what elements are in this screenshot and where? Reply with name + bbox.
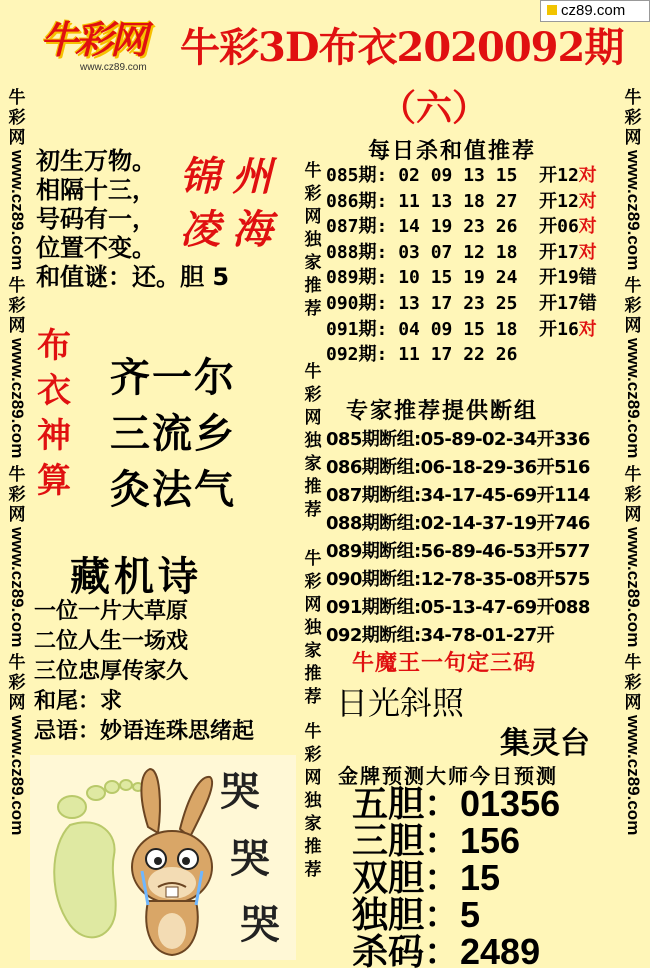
badge-square-icon bbox=[547, 5, 557, 15]
sum-row-mark: 对 bbox=[578, 216, 597, 238]
mid-char: 牛 bbox=[304, 722, 322, 742]
city-line-1: 锦州 bbox=[180, 153, 284, 200]
side-char: 网 bbox=[624, 128, 642, 148]
mid-char: 荐 bbox=[304, 299, 322, 319]
mid-spacer bbox=[302, 709, 324, 721]
side-block bbox=[620, 88, 646, 270]
pick-label: 独胆： bbox=[352, 895, 461, 936]
mid-char: 彩 bbox=[304, 385, 322, 405]
pick-value: 15 bbox=[460, 857, 501, 898]
buyi-vertical bbox=[34, 324, 74, 504]
group-section-title: 专家推荐提供断组 bbox=[346, 399, 539, 424]
phrase-line: 齐一尔 bbox=[110, 355, 236, 401]
side-char: 网 bbox=[624, 316, 642, 337]
side-char: 牛 bbox=[8, 464, 26, 485]
mid-char: 推 bbox=[304, 276, 322, 296]
pick-row bbox=[352, 931, 560, 968]
side-block bbox=[620, 276, 646, 458]
sum-row-mark: 错 bbox=[578, 292, 597, 314]
riddle-line: 相隔十三， bbox=[36, 176, 156, 204]
riddle-line: 位置不变。 bbox=[36, 234, 156, 262]
group-row: 086期断组:06-18-29-36开516 bbox=[326, 457, 590, 478]
side-url: www.cz89.com bbox=[8, 526, 27, 647]
mid-char: 家 bbox=[304, 253, 322, 273]
sum-row bbox=[326, 240, 597, 266]
phrases-block bbox=[110, 350, 236, 518]
group-row: 087期断组:34-17-45-69开114 bbox=[326, 485, 590, 506]
sum-section-title: 每日杀和值推荐 bbox=[368, 139, 537, 164]
side-char: 彩 bbox=[8, 672, 26, 693]
side-char: 彩 bbox=[8, 484, 26, 505]
niumo-heading: 牛魔王一句定三码 bbox=[352, 651, 537, 676]
master-title: 金牌预测大师今日预测 bbox=[338, 764, 558, 788]
sum-row-result: 开17 bbox=[539, 292, 579, 314]
riddle-line: 号码有一， bbox=[36, 205, 156, 233]
side-char: 网 bbox=[8, 128, 26, 148]
riddle-line: 初生万物。 bbox=[36, 147, 156, 175]
logo bbox=[40, 18, 190, 80]
sun-text: 日光斜照 bbox=[336, 684, 465, 722]
mid-char: 网 bbox=[304, 768, 322, 788]
side-char: 牛 bbox=[624, 276, 642, 297]
mid-char: 彩 bbox=[304, 184, 322, 204]
mid-char: 网 bbox=[304, 408, 322, 428]
sum-row-mark: 对 bbox=[578, 165, 597, 186]
side-char: 牛 bbox=[8, 88, 26, 108]
sum-row-mark: 对 bbox=[578, 318, 597, 340]
poem-block bbox=[34, 597, 254, 747]
cartoon-picture bbox=[30, 755, 296, 960]
phrase-line: 三流乡 bbox=[110, 411, 236, 457]
side-char: 牛 bbox=[8, 652, 26, 673]
mid-char: 彩 bbox=[304, 572, 322, 592]
mid-char: 荐 bbox=[304, 860, 322, 880]
page-subtitle: （六） bbox=[380, 87, 489, 129]
side-char: 网 bbox=[624, 504, 642, 525]
mid-char: 荐 bbox=[304, 687, 322, 707]
side-url: www.cz89.com bbox=[8, 338, 27, 459]
sum-rows bbox=[326, 163, 597, 368]
side-char: 网 bbox=[8, 692, 26, 713]
pick-value: 01356 bbox=[460, 783, 561, 824]
mid-char: 独 bbox=[304, 618, 322, 638]
side-char: 彩 bbox=[624, 296, 642, 317]
sum-row-period: 088期: bbox=[326, 241, 388, 263]
sum-row-period: 085期: bbox=[326, 165, 388, 186]
pick-row bbox=[352, 783, 561, 825]
riddle-line: 和值谜：还。胆 5 bbox=[36, 263, 230, 291]
side-url: www.cz89.com bbox=[624, 526, 643, 647]
sum-row-period: 089期: bbox=[326, 267, 388, 289]
side-block bbox=[620, 653, 646, 835]
sum-row-numbers: 11 17 22 26 bbox=[398, 344, 518, 366]
sum-row-result: 开19 bbox=[539, 267, 579, 289]
mid-char: 推 bbox=[304, 477, 322, 497]
side-char: 彩 bbox=[624, 484, 642, 505]
sum-row-numbers: 13 17 23 25 bbox=[398, 292, 518, 314]
sum-row bbox=[326, 189, 597, 215]
sum-row-numbers: 04 09 15 18 bbox=[398, 318, 518, 340]
footprint-icon bbox=[54, 780, 143, 937]
pick-value: 2489 bbox=[460, 931, 541, 968]
side-char: 彩 bbox=[624, 108, 642, 128]
stage-text: 集灵台 bbox=[500, 726, 590, 761]
pick-label: 双胆： bbox=[352, 858, 461, 899]
pick-value: 156 bbox=[460, 820, 521, 861]
sum-row-result: 开12 bbox=[539, 165, 579, 186]
mid-char: 牛 bbox=[304, 161, 322, 181]
mid-char: 独 bbox=[304, 230, 322, 250]
side-column-right bbox=[620, 88, 646, 841]
pick-label: 五胆： bbox=[352, 784, 461, 825]
pick-value: 5 bbox=[460, 894, 481, 935]
pick-row bbox=[352, 894, 560, 936]
poem-line: 一位一片大草原 bbox=[34, 599, 189, 624]
logo-url: www.cz89.com bbox=[80, 62, 147, 73]
mid-char: 推 bbox=[304, 664, 322, 684]
poem-title: 藏机诗 bbox=[70, 554, 202, 600]
poem-line: 三位忠厚传家久 bbox=[34, 659, 189, 684]
sum-row-period: 092期: bbox=[326, 344, 388, 366]
city-line-2: 凌海 bbox=[180, 206, 284, 253]
side-url: www.cz89.com bbox=[624, 150, 643, 271]
sum-row bbox=[326, 317, 597, 343]
side-char: 网 bbox=[624, 692, 642, 713]
mid-char: 家 bbox=[304, 814, 322, 834]
mid-char: 网 bbox=[304, 595, 322, 615]
group-row: 092期断组:34-78-01-27开 bbox=[326, 625, 554, 646]
poem-line: 二位人生一场戏 bbox=[34, 629, 189, 654]
side-char: 牛 bbox=[624, 88, 642, 108]
sum-row-result: 开16 bbox=[539, 318, 579, 340]
mid-spacer bbox=[302, 321, 324, 361]
group-rows bbox=[326, 426, 590, 650]
sum-row bbox=[326, 265, 597, 291]
sum-row-mark: 对 bbox=[578, 190, 597, 212]
mid-block bbox=[302, 160, 324, 321]
side-url: www.cz89.com bbox=[8, 150, 27, 271]
site-badge-text: cz89.com bbox=[561, 2, 626, 19]
side-char: 网 bbox=[8, 504, 26, 525]
sum-row-period: 091期: bbox=[326, 318, 388, 340]
sum-row-numbers: 11 13 18 27 bbox=[398, 190, 518, 212]
mid-char: 家 bbox=[304, 641, 322, 661]
mid-char: 家 bbox=[304, 454, 322, 474]
mid-char: 荐 bbox=[304, 500, 322, 520]
side-char: 牛 bbox=[624, 464, 642, 485]
buyi-char: 衣 bbox=[37, 371, 71, 411]
buyi-char: 算 bbox=[37, 461, 71, 501]
side-url: www.cz89.com bbox=[624, 714, 643, 836]
rabbit-icon bbox=[132, 769, 212, 955]
sum-row-numbers: 02 09 13 15 bbox=[398, 165, 518, 186]
sum-row-mark: 对 bbox=[578, 241, 597, 263]
pick-row bbox=[352, 857, 560, 899]
mid-char: 彩 bbox=[304, 745, 322, 765]
phrase-line: 灸法气 bbox=[110, 467, 236, 513]
side-block bbox=[4, 88, 30, 270]
side-char: 牛 bbox=[624, 652, 642, 673]
side-url: www.cz89.com bbox=[8, 714, 27, 836]
mid-char: 独 bbox=[304, 791, 322, 811]
buyi-char: 神 bbox=[37, 416, 71, 456]
side-char: 牛 bbox=[8, 276, 26, 297]
side-url: www.cz89.com bbox=[624, 338, 643, 459]
page-title: 牛彩3D布衣2020092期 bbox=[180, 24, 624, 71]
mid-block bbox=[302, 361, 324, 522]
cry-char: 哭 bbox=[240, 901, 280, 948]
side-block bbox=[4, 465, 30, 647]
mid-block bbox=[302, 548, 324, 709]
poem-line: 和尾：求 bbox=[34, 689, 123, 714]
sum-row-period: 090期: bbox=[326, 292, 388, 314]
group-row: 091期断组:05-13-47-69开088 bbox=[326, 597, 590, 618]
pick-row bbox=[352, 820, 560, 862]
mid-char: 牛 bbox=[304, 362, 322, 382]
sum-row-result: 开06 bbox=[539, 216, 579, 238]
sum-row-numbers: 03 07 12 18 bbox=[398, 241, 518, 263]
sum-row-period: 087期: bbox=[326, 216, 388, 238]
side-block bbox=[4, 276, 30, 458]
picks-block bbox=[352, 783, 561, 968]
cry-char: 哭 bbox=[230, 835, 270, 882]
pick-label: 三胆： bbox=[352, 821, 461, 862]
middle-column bbox=[302, 160, 324, 882]
side-char: 网 bbox=[8, 316, 26, 337]
sum-row bbox=[326, 214, 597, 240]
side-block bbox=[620, 465, 646, 647]
sum-row-period: 086期: bbox=[326, 190, 388, 212]
group-row: 088期断组:02-14-37-19开746 bbox=[326, 513, 590, 534]
sum-row-result: 开12 bbox=[539, 190, 579, 212]
sum-row bbox=[326, 291, 597, 317]
mid-char: 独 bbox=[304, 431, 322, 451]
side-block bbox=[4, 653, 30, 835]
sum-row-numbers: 10 15 19 24 bbox=[398, 267, 518, 289]
sum-row-mark: 错 bbox=[578, 267, 597, 289]
group-row: 085期断组:05-89-02-34开336 bbox=[326, 429, 590, 450]
sum-row bbox=[326, 342, 597, 368]
buyi-char: 布 bbox=[37, 326, 71, 366]
mid-char: 推 bbox=[304, 837, 322, 857]
logo-text: 牛彩网 bbox=[40, 18, 146, 62]
mid-spacer bbox=[302, 522, 324, 548]
poem-line: 忌语：妙语连珠思绪起 bbox=[34, 719, 255, 744]
side-char: 彩 bbox=[8, 108, 26, 128]
side-column-left bbox=[4, 88, 30, 841]
sum-row bbox=[326, 163, 597, 189]
pick-label: 杀码： bbox=[352, 932, 461, 968]
group-row: 089期断组:56-89-46-53开577 bbox=[326, 541, 590, 562]
side-char: 彩 bbox=[8, 296, 26, 317]
sum-row-result: 开17 bbox=[539, 241, 579, 263]
cry-char: 哭 bbox=[220, 768, 260, 815]
mid-block bbox=[302, 721, 324, 882]
sum-row-numbers: 14 19 23 26 bbox=[398, 216, 518, 238]
mid-char: 牛 bbox=[304, 549, 322, 569]
group-row: 090期断组:12-78-35-08开575 bbox=[326, 569, 590, 590]
mid-char: 网 bbox=[304, 207, 322, 227]
side-char: 彩 bbox=[624, 672, 642, 693]
